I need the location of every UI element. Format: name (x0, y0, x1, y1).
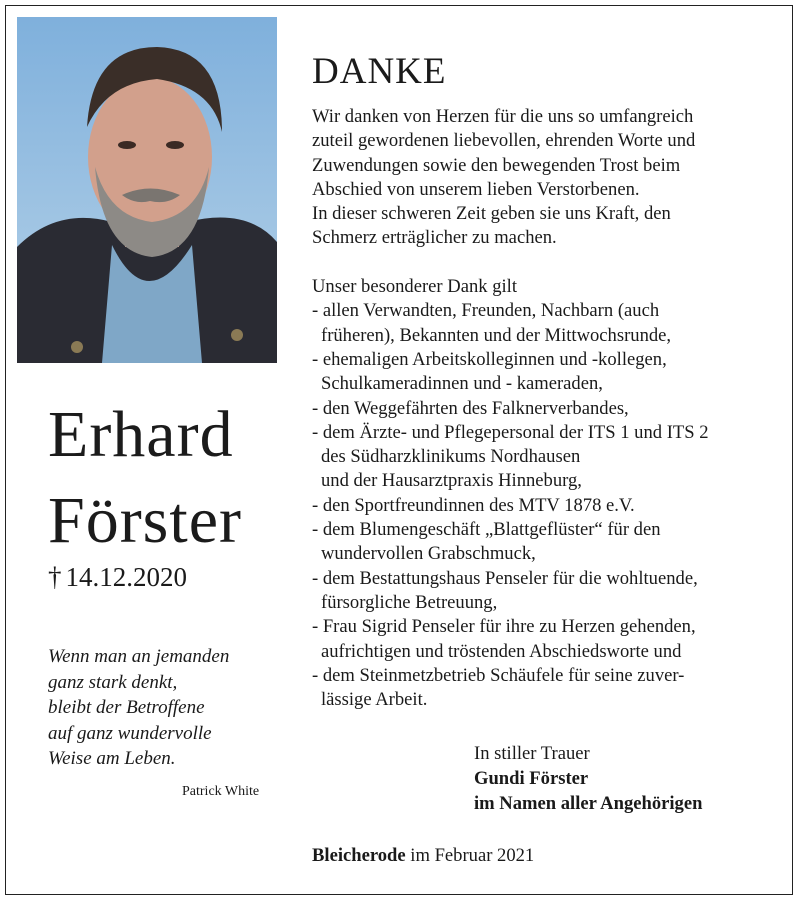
text-line: Abschied von unserem lieben Verstorbenen. (312, 178, 640, 200)
quote-line: auf ganz wundervolle (48, 722, 212, 744)
death-date-line (48, 562, 187, 593)
text-line: - ehemaligen Arbeitskolleginnen und -kollegen, (312, 348, 667, 370)
footer-place: Bleicherode (312, 845, 406, 866)
footer-line (312, 845, 534, 867)
text-line: lässige Arbeit. (321, 689, 428, 711)
text-line: Zuwendungen sowie den bewegenden Trost beim (312, 154, 681, 176)
text-line: - dem Bestattungshaus Penseler für die wohltuende, (312, 567, 698, 589)
signature-name: Gundi Förster (474, 768, 589, 789)
footer-date: im Februar 2021 (410, 845, 535, 866)
quote-author: Patrick White (182, 784, 260, 799)
text-line: früheren), Bekannten und der Mittwochsrunde, (321, 324, 672, 346)
text-line: Wir danken von Herzen für die uns so umfangreich (312, 106, 694, 127)
text-line: fürsorgliche Betreuung, (321, 591, 498, 613)
portrait-photo (17, 17, 277, 363)
last-name: Förster (48, 484, 242, 557)
quote-line: Weise am Leben. (48, 748, 176, 769)
text-line: aufrichtigen und tröstenden Abschiedsworte und (321, 640, 682, 662)
blank-line (312, 251, 709, 275)
text-line: wundervollen Grabschmuck, (321, 543, 536, 565)
text-line: - dem Ärzte- und Pflegepersonal der ITS 1 und ITS 2 (312, 421, 709, 443)
cross-icon: † (48, 562, 62, 592)
signature-block (474, 741, 702, 816)
text-line: Schulkameradinnen und - kameraden, (321, 373, 603, 395)
signature-intro: In stiller Trauer (474, 743, 590, 764)
death-date: 14.12.2020 (65, 562, 187, 592)
first-name: Erhard (48, 398, 234, 471)
text-line: - den Weggefährten des Falknerverbandes, (312, 397, 629, 419)
quote-line: Wenn man an jemanden (48, 646, 230, 667)
quote-line: bleibt der Betroffene (48, 697, 205, 718)
text-line: - Frau Sigrid Penseler für ihre zu Herzen gehenden, (312, 616, 696, 638)
signature-on-behalf: im Namen aller Angehörigen (474, 793, 703, 814)
notice-heading: DANKE (312, 51, 447, 92)
text-line: Unser besonderer Dank gilt (312, 276, 517, 298)
text-line: - dem Blumengeschäft „Blattgeflüster“ für den (312, 519, 661, 541)
text-line: des Südharzklinikums Nordhausen (321, 446, 581, 468)
text-line: zuteil gewordenen liebevollen, ehrenden Worte und (312, 130, 696, 152)
text-line: - den Sportfreundinnen des MTV 1878 e.V. (312, 494, 635, 516)
text-line: - dem Steinmetzbetrieb Schäufele für seine zuver- (312, 664, 685, 686)
quote (48, 644, 229, 772)
thank-you-text (312, 105, 709, 712)
text-line: In dieser schweren Zeit geben sie uns Kraft, den (312, 203, 671, 225)
quote-line: ganz stark denkt, (48, 671, 178, 693)
text-line: und der Hausarztpraxis Hinneburg, (321, 470, 582, 492)
text-line: Schmerz erträglicher zu machen. (312, 227, 557, 249)
text-line: - allen Verwandten, Freunden, Nachbarn (auch (312, 300, 660, 322)
